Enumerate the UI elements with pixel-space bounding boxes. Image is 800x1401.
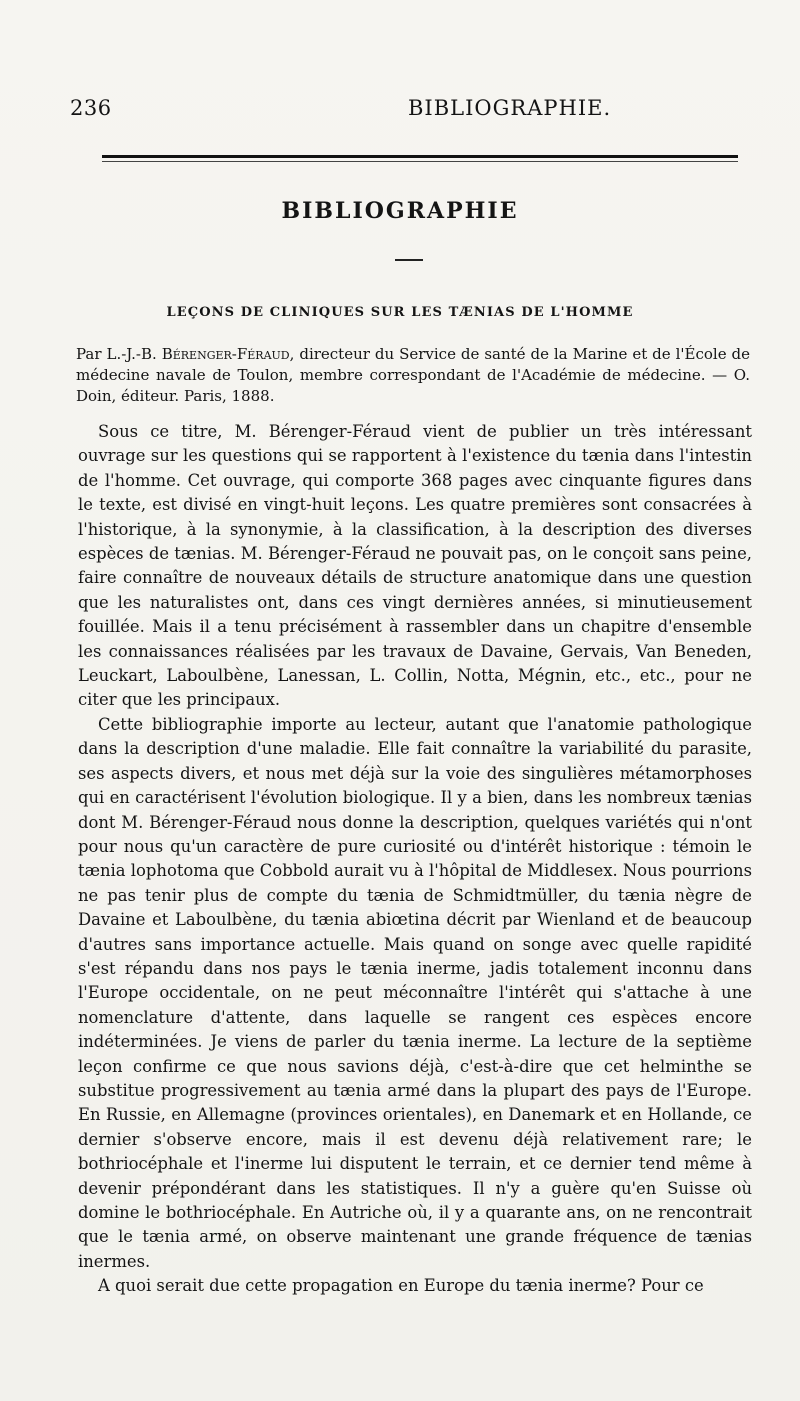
title-dash [395, 259, 423, 261]
body-text [78, 420, 752, 1299]
citation-prefix: Par L.-J.-B. [76, 345, 162, 363]
paragraph: Sous ce titre, M. Bérenger-Féraud vient de publier un très intéressant ouvrage sur les questions qui se rapportent à l'existence du tænia dans l'intestin de l'homme. Cet ouvrage, qui comporte 368 pages avec cinquante figures dans le texte, est divisé en vingt-huit leçons. Les quatre premières sont consacrées à l'historique, à la synonymie, à la classification, à la description des diverses espèces de tænias. M. Bérenger-Féraud ne pouvait pas, on le conçoit sans peine, faire connaître de nouveaux détails de structure anatomique dans une question que les naturalistes ont, dans ces vingt dernières années, si minutieusement fouillée. Mais il a tenu précisément à rassembler dans un chapitre d'ensemble les connaissances réalisées par les travaux de Davaine, Gervais, Van Beneden, Leuckart, Laboulbène, Lanessan, L. Collin, Notta, Mégnin, etc., etc., pour ne citer que les principaux. [78, 422, 752, 710]
header-rule [102, 155, 738, 158]
citation-rest: , directeur du Service de santé de la Marine et de l'École de médecine navale de Toulon, membre correspondant de l'Académie de médecine. — O. Doin, éditeur. Paris, 1888. [76, 345, 750, 405]
section-title: BIBLIOGRAPHIE [281, 198, 519, 224]
article-subtitle: LEÇONS DE CLINIQUES SUR LES TÆNIAS DE L'HOMME [166, 305, 634, 320]
header-rule-thin [102, 161, 738, 162]
running-title: BIBLIOGRAPHIE. [408, 96, 612, 120]
paragraph: Cette bibliographie importe au lecteur, autant que l'anatomie pathologique dans la description d'une maladie. Elle fait connaître la variabilité du parasite, ses aspects divers, et nous met déjà sur la voie des singulières métamorphoses qui en caractérisent l'évolution biologique. Il y a bien, dans les nombreux tænias dont M. Bérenger-Féraud nous donne la description, quelques variétés qui n'ont pour nous qu'un caractère de pure curiosité ou d'intérêt historique : témoin le tænia lophotoma que Cobbold aurait vu à l'hôpital de Middlesex. Nous pourrions ne pas tenir plus de compte du tænia de Schmidtmüller, du tænia nègre de Davaine et Laboulbène, du tænia abiœtina décrit par Wienland et de beaucoup d'autres sans importance actuelle. Mais quand on songe avec quelle rapidité s'est répandu dans nos pays le tænia inerme, jadis totalement inconnu dans l'Europe occidentale, on ne peut méconnaître l'intérêt qui s'attache à une nomenclature d'attente, dans laquelle se rangent ces espèces encore indéterminées. Je viens de parler du tænia inerme. La lecture de la septième leçon confirme ce que nous savions déjà, c'est-à-dire que cet helminthe se substitue progressivement au tænia armé dans la plupart des pays de l'Europe. En Russie, en Allemagne (provinces orientales), en Danemark et en Hollande, ce dernier s'observe encore, mais il est devenu déjà relativement rare; le bothriocéphale et l'inerme lui disputent le terrain, et ce dernier tend même à devenir prépondérant dans les statistiques. Il n'y a guère qu'en Suisse où domine le bothriocéphale. En Autriche où, il y a quarante ans, on ne rencontrait que le tænia armé, on observe maintenant une grande fréquence de tænias inermes. [78, 714, 752, 1271]
running-head [70, 96, 750, 126]
paragraph: A quoi serait due cette propagation en Europe du tænia inerme? Pour ce [98, 1276, 704, 1296]
page-number: 236 [70, 96, 112, 120]
citation-author: Bérenger-Féraud [161, 345, 290, 363]
citation [76, 344, 750, 407]
